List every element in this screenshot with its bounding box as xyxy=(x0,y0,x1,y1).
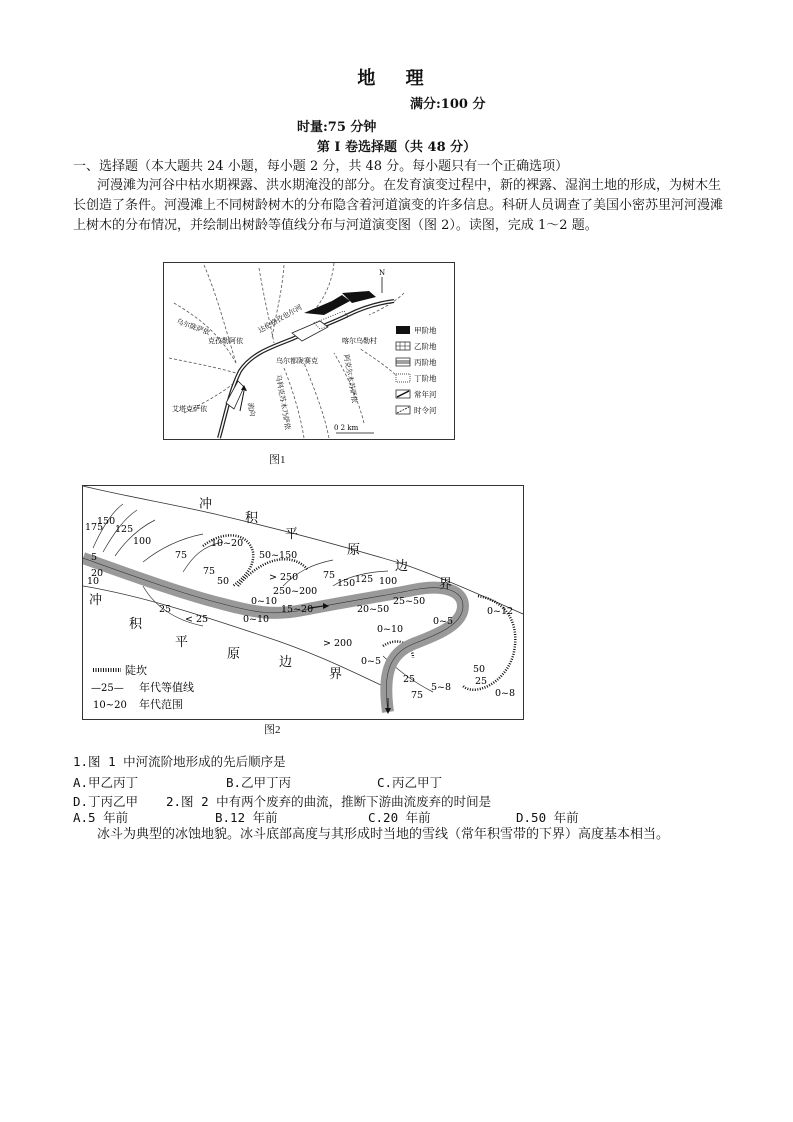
fig2-number: 75 xyxy=(323,570,336,581)
fig2-number: 50 xyxy=(473,664,486,675)
map-label: 达伦格孜也尔河 xyxy=(257,303,304,335)
question-2-option-c: C.20 年前 xyxy=(368,810,431,825)
fig2-number: 0~10 xyxy=(251,596,278,607)
fig2-number: 0~10 xyxy=(377,624,404,635)
fig2-number: 0~5 xyxy=(361,656,382,667)
legend-item: 陡坎 xyxy=(125,664,147,677)
page-title: 地 理 xyxy=(357,68,436,89)
fig2-number: 75 xyxy=(175,550,188,561)
figure-2-caption: 图2 xyxy=(264,724,281,736)
fig2-number: 0~5 xyxy=(433,616,454,627)
full-score: 满分:100 分 xyxy=(410,97,486,112)
map-label: 乌科克苏木乃萨依 xyxy=(274,373,292,431)
fig2-number: 50 xyxy=(217,576,230,587)
fig2-number: 25 xyxy=(403,674,416,685)
question-1-option-d: D.丁丙乙甲 xyxy=(73,794,139,809)
part-heading: 第 I 卷选择题（共 48 分） xyxy=(316,140,477,155)
fig2-number: 125 xyxy=(355,574,374,585)
question-2-option-d: D.50 年前 xyxy=(516,810,579,825)
fig2-number: 150 xyxy=(97,516,116,527)
map-label: 阿克尔木苏萨依 xyxy=(342,353,359,404)
fig2-number: 10~20 xyxy=(211,538,244,549)
legend-item: 丁阶地 xyxy=(414,374,437,383)
fig2-word: 积 xyxy=(129,617,143,632)
question-1-option-a: A.甲乙丙丁 xyxy=(73,775,139,790)
fig2-word: 界 xyxy=(329,667,343,682)
fig2-number: 250~200 xyxy=(273,586,318,597)
figure-1-legend xyxy=(396,325,437,415)
fig2-number: 15~20 xyxy=(281,604,314,615)
legend-symbol: 10~20 xyxy=(93,700,127,711)
fig2-number: 75 xyxy=(411,690,424,701)
legend-item: 时令河 xyxy=(414,406,437,415)
question-2-option-b: B.12 年前 xyxy=(215,810,278,825)
intro-paragraph: 河漫滩为河谷中枯水期裸露、洪水期淹没的部分。在发育演变过程中，新的裸露、湿润土地的形成，为树木生长创造了条件。河漫滩上不同树龄树木的分布隐含着河道演变的许多信息。科研人员调查了美国小密苏里河河漫滩上树木的分布情况，并绘制出树龄等值线分布与河道演变图（图 2）。读图，完成 1～2 题。 xyxy=(73,178,724,233)
fig2-number: < 25 xyxy=(185,614,209,625)
legend-item: 甲阶地 xyxy=(414,326,437,335)
fig2-word: 冲 xyxy=(199,497,213,512)
figure-2-diagram xyxy=(82,485,524,720)
figure-2-legend xyxy=(91,663,194,711)
legend-item: 乙阶地 xyxy=(414,342,437,351)
fig2-number: 5~8 xyxy=(431,682,452,693)
map-label: 艾塔克萨依 xyxy=(172,405,207,413)
fig2-word: 冲 xyxy=(89,593,103,608)
question-1-stem: 1.图 1 中河流阶地形成的先后顺序是 xyxy=(73,754,286,769)
map-label: 乌尔都陇赛克 xyxy=(276,357,318,365)
fig2-number: 100 xyxy=(133,536,152,547)
north-arrow-label: N xyxy=(379,269,386,277)
fig2-number: 175 xyxy=(85,522,104,533)
fig2-word: 平 xyxy=(285,527,299,542)
figure-1-caption: 图1 xyxy=(269,454,286,466)
map-label: 乌尔陇萨依 xyxy=(175,317,211,337)
fig2-number: > 200 xyxy=(323,638,353,649)
fig2-number: 25 xyxy=(475,676,488,687)
fig2-number: 20 xyxy=(91,568,104,579)
fig2-word: 边 xyxy=(279,655,293,670)
legend-symbol: —25— xyxy=(91,683,124,694)
fig2-number: 25~50 xyxy=(393,596,426,607)
legend-item: 常年河 xyxy=(414,390,437,399)
fig2-number: 25 xyxy=(159,604,172,615)
time-limit: 时量:75 分钟 xyxy=(297,120,377,135)
map-label: 克孜勒阿依 xyxy=(208,337,243,345)
legend-item: 年代范围 xyxy=(139,698,183,711)
scale-label: 0 2 km xyxy=(334,424,359,432)
legend-item: 年代等值线 xyxy=(139,681,194,694)
fig2-number: 20~50 xyxy=(357,604,390,615)
section-heading: 一、选择题（本大题共 24 小题，每小题 2 分，共 48 分。每小题只有一个正确选项） xyxy=(73,159,569,174)
fig2-number: 75 xyxy=(203,566,216,577)
legend-item: 丙阶地 xyxy=(414,358,437,367)
question-2-stem: 2.图 2 中有两个废弃的曲流，推断下游曲流废弃的时间是 xyxy=(166,794,492,809)
fig2-word: 原 xyxy=(227,647,241,662)
fig2-number: 50~150 xyxy=(259,550,298,561)
fig2-number: 10 xyxy=(87,576,100,587)
question-2-option-a: A.5 年前 xyxy=(73,810,129,825)
fig2-word: 边 xyxy=(395,559,409,574)
question-1-option-c: C.丙乙甲丁 xyxy=(377,775,443,790)
closing-paragraph: 冰斗为典型的冰蚀地貌。冰斗底部高度与其形成时当地的雪线（常年积雪带的下界）高度基本相当。 xyxy=(97,827,670,842)
fig2-number: 5 xyxy=(91,552,98,563)
fig2-word: 界 xyxy=(439,577,453,592)
fig2-word: 原 xyxy=(347,543,361,558)
fig2-number: 100 xyxy=(379,576,398,587)
fig2-number: 0~10 xyxy=(243,614,270,625)
fig2-number: 125 xyxy=(115,524,134,535)
fig2-number: 0~8 xyxy=(495,688,516,699)
fig2-number: 0~12 xyxy=(487,606,514,617)
fig2-number: 150 xyxy=(337,578,356,589)
map-label: 流向 xyxy=(246,401,257,418)
map-label: 喀尔乌勒村 xyxy=(342,337,377,345)
fig2-word: 积 xyxy=(245,511,259,526)
fig2-word: 平 xyxy=(175,635,189,650)
figure-1-map xyxy=(163,262,455,440)
question-1-option-b: B.乙甲丁丙 xyxy=(226,775,292,790)
fig2-number: > 250 xyxy=(269,572,299,583)
